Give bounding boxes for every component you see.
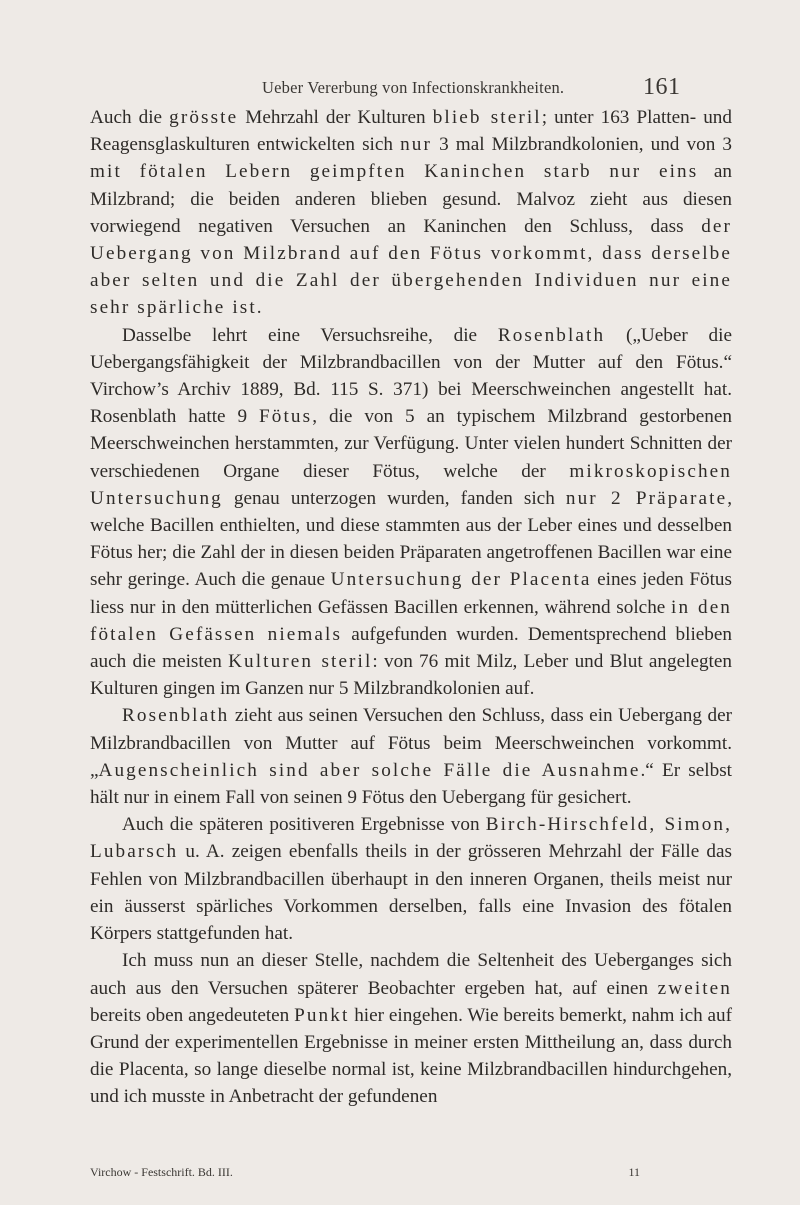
spaced-emphasis: Kulturen steril <box>228 651 373 673</box>
paragraph <box>90 947 732 1110</box>
spaced-emphasis: Fötus <box>259 406 313 428</box>
text-run: zieht aus seinen Versuchen den Schluss, dass ein Uebergang der Milzbrandbacillen von Mutter auf Fötus beim Meerschweinchen vorkommt. „ <box>90 705 732 781</box>
paragraph <box>90 811 732 947</box>
spaced-emphasis: Punkt <box>294 1004 350 1026</box>
spaced-emphasis: der Uebergang von Milzbrand auf den Fötus vorkommt, dass derselbe aber selten und die Zahl der übergehenden Individuen nur eine sehr spärliche ist <box>90 215 732 319</box>
spaced-emphasis: mit fötalen Lebern geimpften Kaninchen starb nur eins <box>90 161 699 183</box>
running-title: Ueber Vererbung von Infectionskrankheiten. <box>262 78 565 97</box>
text-run: Mehrzahl der Kulturen <box>238 107 433 128</box>
text-run: 3 mal Milzbrandkolonien, und von 3 <box>431 134 732 156</box>
text-run: . <box>256 297 262 319</box>
text-run: hier eingehen. Wie bereits bemerkt, nahm ich auf Grund der experimentellen Ergebnisse in meiner ersten Mittheilung an, dass durch die Placenta, so lange dieselbe normal ist, keine Milzbrandbacillen hindurchgehen, und ich musste in Anbetracht der gefundenen <box>90 1004 732 1108</box>
text-run: Dasselbe lehrt eine Versuchsreihe, die <box>122 324 498 346</box>
text-run: bereits oben angedeuteten <box>90 1004 295 1026</box>
page-number: 161 <box>643 74 681 100</box>
paragraph <box>90 104 732 322</box>
text-run: aufgefunden wurden. Dementsprechend blieben auch die meisten <box>90 623 732 673</box>
spaced-emphasis: mikroskopischen Untersuchung <box>90 460 732 509</box>
body-text <box>90 104 732 1111</box>
paragraph <box>90 702 732 811</box>
page-footer <box>90 1165 732 1183</box>
spaced-emphasis: Untersuchung der Placenta <box>330 569 592 591</box>
spaced-emphasis: nur 2 Präparate <box>565 487 728 509</box>
spaced-emphasis: blieb steril <box>432 107 542 128</box>
paragraph <box>90 322 732 703</box>
text-run: genau unterzogen wurden, fanden sich <box>222 487 566 509</box>
text-run: , welche Bacillen enthielten, und diese stammten aus der Leber eines und desselben Fötus her; die Zahl der in diesen beiden Präparaten angetroffenen Bacillen war eine sehr geringe. Auch die genaue <box>90 487 732 591</box>
footer-sheet-number: 11 <box>628 1165 640 1179</box>
text-run: .“ Er selbst hält nur in einem Fall von seinen 9 Fötus den Uebergang für gesichert. <box>90 759 732 809</box>
text-run: an Milzbrand; die beiden anderen blieben gesund. Malvoz zieht aus diesen vorwiegend negativen Versuchen an Kaninchen den Schluss, dass <box>90 161 732 237</box>
text-run: Auch die späteren positiveren Ergebnisse von <box>122 814 486 836</box>
spaced-emphasis: nur <box>400 134 432 156</box>
text-run: eines jeden Fötus liess nur in den mütterlichen Gefässen Bacillen erkennen, während solche <box>90 569 732 618</box>
spaced-emphasis: zweiten <box>657 977 732 999</box>
text-run: u. A. zeigen ebenfalls theils in der grösseren Mehrzahl der Fälle das Fehlen von Milzbrandbacillen überhaupt in den inneren Organen, theils meist nur ein äusserst spärliches Vorkommen derselben, falls eine Invasion des fötalen Körpers stattgefunden hat. <box>90 841 732 945</box>
footer-signature: Virchow - Festschrift. Bd. III. <box>90 1165 233 1179</box>
spaced-emphasis: grösste <box>169 107 239 128</box>
spaced-emphasis: in den fötalen Gefässen niemals <box>90 596 733 645</box>
text-run: ; unter 163 Platten- und Reagensglaskulturen entwickelten sich <box>90 107 732 156</box>
text-run: („Ueber die Uebergangsfähigkeit der Milzbrandbacillen von der Mutter auf den Fötus.“ Virchow’s Archiv 1889, Bd. 115 S. 371) bei Meerschweinchen angestellt hat. Rosenblath hatte 9 <box>90 324 732 428</box>
spaced-emphasis: Rosenblath <box>497 324 606 346</box>
spaced-emphasis: Birch-Hirschfeld, Simon, Lubarsch <box>90 814 732 863</box>
text-run: : von 76 mit Milz, Leber und Blut angelegten Kulturen gingen im Ganzen nur 5 Milzbrandkolonien auf. <box>90 651 732 700</box>
text-run: , die von 5 an typischem Milzbrand gestorbenen Meerschweinchen herstammten, zur Verfügung. Unter vielen hundert Schnitten der verschiedenen Organe dieser Fötus, welche der <box>90 406 732 482</box>
spaced-emphasis: Augenscheinlich sind aber solche Fälle die Ausnahme <box>98 759 641 781</box>
spaced-emphasis: Rosenblath <box>122 705 230 727</box>
text-run: Ich muss nun an dieser Stelle, nachdem die Seltenheit des Ueberganges sich auch aus den Versuchen späterer Beobachter ergeben hat, auf einen <box>90 950 732 999</box>
text-run: Auch die <box>90 107 170 128</box>
